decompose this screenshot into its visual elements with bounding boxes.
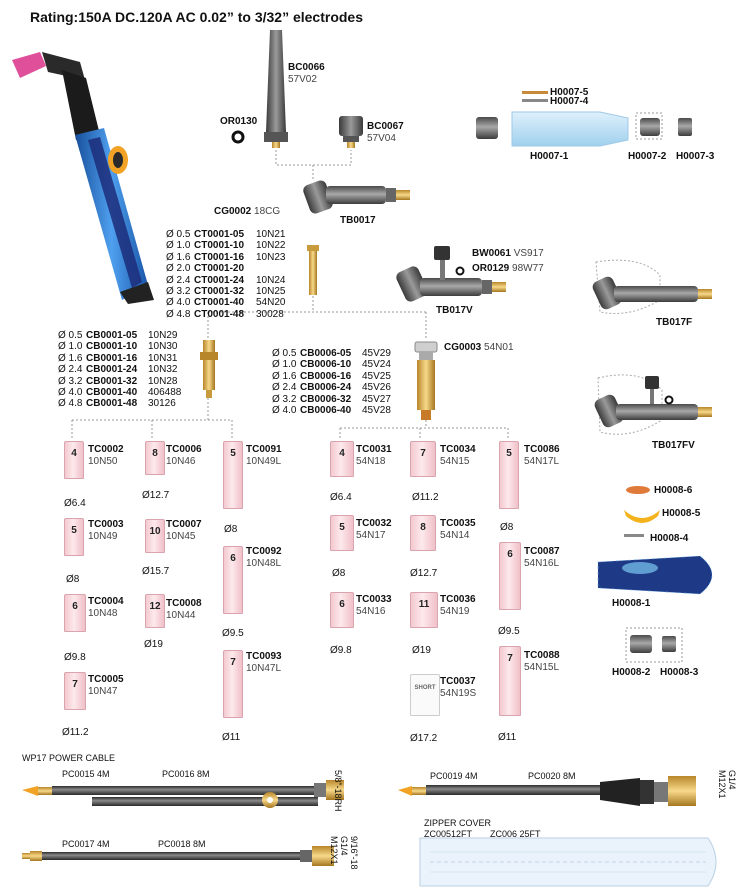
collet-body-list [58,330,181,410]
part-code: BW0061 [472,248,511,259]
list-item: Ø 0.5 CT0001-05 10N21 [166,229,286,240]
page-title: Rating:150A DC.120A AC 0.02” to 3/32” electrodes [30,9,364,25]
h0008-4-label: H0008-4 [650,533,689,544]
head-label: TB0017 [340,215,376,226]
head-tb017v-label: TB017V [436,305,473,316]
cable-1-thread: 5/8”-18RH [333,770,343,812]
list-item: Ø 0.5 CB0006-05 45V29 [272,348,391,359]
part-sub: 18CG [254,206,281,217]
part-code: CG0003 [444,342,482,353]
cable-2-a: PC0019 4M [430,771,478,781]
list-item: Ø 1.6 CB0001-16 10N31 [58,352,178,364]
list-item: Ø 2.4 CT0001-24 10N24 [166,274,286,286]
back-cap-short [339,116,363,148]
torch-illustration [12,52,154,304]
list-item: Ø 4.0 CB0001-40 406488 [58,387,182,399]
part-sub: VS917 [513,248,544,259]
part-code: CG0002 [214,206,252,217]
list-item: Ø 3.2 CB0001-32 10N28 [58,375,178,387]
list-item: Ø 1.6 CB0006-16 45V25 [272,370,391,382]
collet-body-icon [200,340,218,398]
gas-lens-body-label [444,342,514,354]
h0008-6-label: H0008-6 [654,485,693,496]
h0007-3-label: H0007-3 [676,151,715,162]
list-item: Ø 3.2 CT0001-32 10N25 [166,286,286,298]
list-item: Ø 1.0 CT0001-10 10N22 [166,240,286,252]
gas-lens-collet-body-list [272,348,391,416]
list-item: Ø 4.0 CB0006-40 45V28 [272,405,391,417]
collet-icon [307,245,319,295]
zipper-a: ZC00512FT [424,829,473,839]
list-item: Ø 1.0 CB0006-10 45V24 [272,359,391,371]
cable-1-b: PC0016 8M [162,769,210,779]
back-cap-long-label [288,62,325,86]
cable-3-thread1: 9/16”-18 [349,836,359,870]
h0007-2-label: H0007-2 [628,151,667,162]
cable-2-b: PC0020 8M [528,771,576,781]
zipper-cover [420,838,716,886]
list-item: Ø 0.5 CB0001-05 10N29 [58,330,178,341]
oring-label: OR0130 [220,116,258,127]
power-cable-1 [22,780,344,808]
collet-list [166,229,285,320]
oring-icon [233,132,243,142]
zipper-b: ZC006 25FT [490,829,541,839]
part-code: OR0129 [472,263,510,274]
list-item: Ø 2.4 CB0001-24 10N32 [58,364,178,376]
h0007-5-label: H0007-5 [550,87,589,98]
list-item: Ø 4.8 CB0001-48 30126 [58,398,176,410]
cable-3-b: PC0018 8M [158,839,206,849]
part-sub: 57V02 [288,74,317,85]
h0007-1-label: H0007-1 [530,151,569,162]
part-sub: 98W77 [512,263,544,274]
part-code: BC0067 [367,121,404,132]
torch-head-tb017fv [593,375,712,434]
cable-2-thread1: G1/4 [727,770,737,790]
list-item: Ø 1.6 CT0001-16 10N23 [166,251,286,263]
gas-lens-body-icon [415,342,437,420]
h0008-1-label: H0008-1 [612,598,651,609]
h0008-3-label: H0008-3 [660,667,699,678]
list-item: Ø 2.0 CT0001-20 [166,263,245,275]
list-item: Ø 4.8 CT0001-48 30028 [166,308,284,320]
back-cap-long [264,30,288,148]
oring-valve-label [472,263,544,275]
part-sub: 57V04 [367,133,396,144]
list-item: Ø 2.4 CB0006-24 45V26 [272,382,391,394]
valve-label [472,248,544,260]
collet-body-gas-label [214,206,280,218]
h0007-4-label: H0007-4 [550,96,589,107]
torch-head-tb0017 [302,179,410,215]
cable-3-thread2: G1/4 [339,836,349,856]
power-cable-title: WP17 POWER CABLE [22,753,116,763]
list-item: Ø 1.0 CB0001-10 10N30 [58,341,178,353]
cable-2-thread2: M12X1 [717,770,727,799]
cable-1-a: PC0015 4M [62,769,110,779]
cable-3-a: PC0017 4M [62,839,110,849]
head-tb017f-label: TB017F [656,317,693,328]
h0008-5-label: H0008-5 [662,508,701,519]
cable-3-thread3: M12X1 [329,836,339,865]
head-tb017fv-label: TB017FV [652,440,695,451]
list-item: Ø 3.2 CB0006-32 45V27 [272,393,391,405]
list-item: Ø 4.0 CT0001-40 54N20 [166,297,286,309]
torch-head-tb017f [591,260,712,313]
zipper-title: ZIPPER COVER [424,818,492,828]
part-sub: 54N01 [484,342,514,353]
part-code: BC0066 [288,62,325,73]
h0008-2-label: H0008-2 [612,667,651,678]
back-cap-short-label [367,121,404,145]
